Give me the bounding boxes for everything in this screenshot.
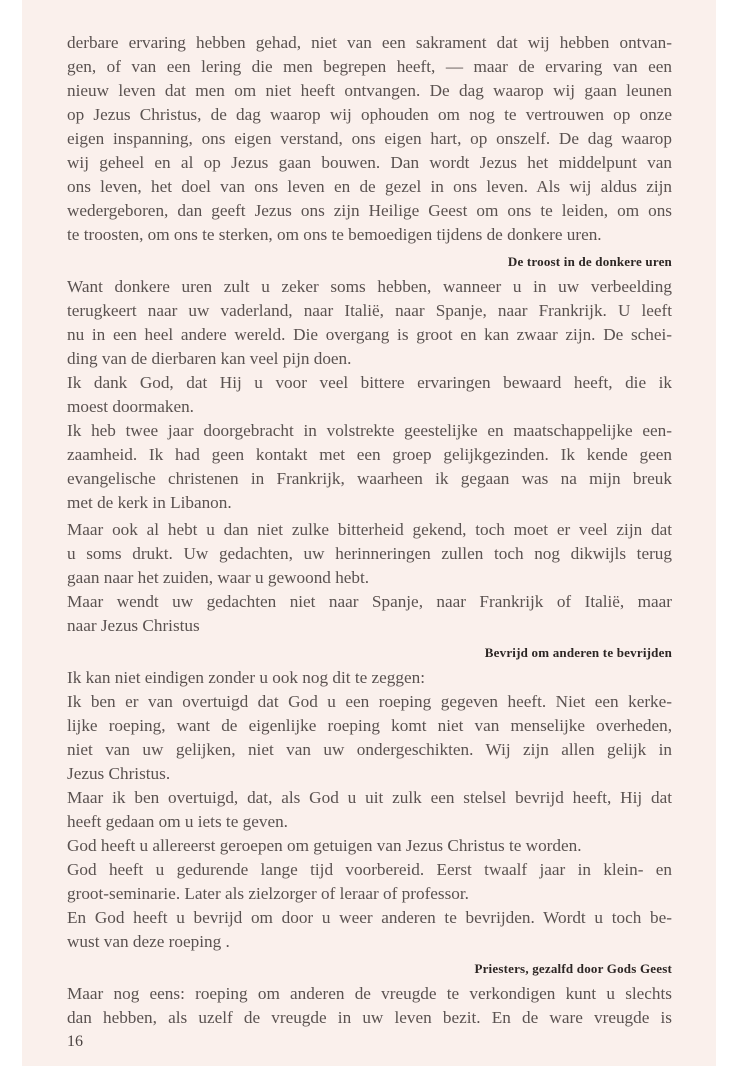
text-line: wij geheel en al op Jezus gaan bouwen. Dan wordt Jezus het middelpunt van bbox=[67, 153, 672, 172]
text-line: op Jezus Christus, de dag waarop wij ophouden om nog te vertrouwen op onze bbox=[67, 105, 672, 124]
text-line: God heeft u gedurende lange tijd voorbereid. Eerst twaalf jaar in klein- en bbox=[67, 860, 672, 879]
text-line: Want donkere uren zult u zeker soms hebben, wanneer u in uw verbeelding bbox=[67, 277, 672, 296]
paragraph bbox=[67, 275, 672, 371]
paragraph bbox=[67, 371, 672, 419]
book-page bbox=[22, 0, 716, 1066]
text-line: zaamheid. Ik had geen kontakt met een groep gelijkgezinden. Ik kende geen bbox=[67, 445, 672, 464]
text-line: groot-seminarie. Later als zielzorger of leraar of professor. bbox=[67, 884, 469, 903]
text-line: met de kerk in Libanon. bbox=[67, 493, 232, 512]
text-line: dan hebben, als uzelf de vreugde in uw leven bezit. En de ware vreugde is bbox=[67, 1008, 672, 1027]
paragraph bbox=[67, 31, 672, 247]
text-line: ons leven, het doel van ons leven en de gezel in ons leven. Als wij aldus zijn bbox=[67, 177, 672, 196]
section-heading: De troost in de donkere uren bbox=[507, 254, 672, 269]
text-line: niet van uw gelijken, niet van uw ondergeschikten. Wij zijn allen gelijk in bbox=[67, 740, 672, 759]
page-text bbox=[67, 31, 672, 1054]
page-number: 16 bbox=[67, 1033, 83, 1050]
text-line: Ik heb twee jaar doorgebracht in volstrekte geestelijke en maatschappelijke een- bbox=[67, 421, 672, 440]
paragraph bbox=[67, 690, 672, 786]
text-line: moest doormaken. bbox=[67, 397, 194, 416]
text-line: Ik ben er van overtuigd dat God u een roeping gegeven heeft. Niet een kerke- bbox=[67, 692, 672, 711]
paragraph bbox=[67, 786, 672, 834]
text-line: nieuw leven dat men om niet heeft ontvangen. De dag waarop wij gaan leunen bbox=[67, 81, 672, 100]
text-line: Ik dank God, dat Hij u voor veel bittere ervaringen bewaard heeft, die ik bbox=[67, 373, 672, 392]
text-line: evangelische christenen in Frankrijk, waarheen ik gegaan was na mijn breuk bbox=[67, 469, 672, 488]
text-line: wust van deze roeping . bbox=[67, 932, 230, 951]
text-line: naar Jezus Christus bbox=[67, 616, 200, 635]
text-line: gen, of van een lering die men begrepen heeft, — maar de ervaring van een bbox=[67, 57, 672, 76]
text-line: heeft gedaan om u iets te geven. bbox=[67, 812, 288, 831]
text-line: lijke roeping, want de eigenlijke roeping komt niet van menselijke overheden, bbox=[67, 716, 672, 735]
paragraph bbox=[67, 858, 672, 906]
text-line: Maar nog eens: roeping om anderen de vreugde te verkondigen kunt u slechts bbox=[67, 984, 672, 1003]
paragraph bbox=[67, 906, 672, 954]
text-line: u soms drukt. Uw gedachten, uw herinneringen zullen toch nog dikwijls terug bbox=[67, 544, 672, 563]
paragraph bbox=[67, 518, 672, 590]
text-line: Jezus Christus. bbox=[67, 764, 171, 783]
text-line: Maar ik ben overtuigd, dat, als God u uit zulk een stelsel bevrijd heeft, Hij dat bbox=[67, 788, 672, 807]
text-line: te troosten, om ons te sterken, om ons te bemoedigen tijdens de donkere uren. bbox=[67, 225, 602, 244]
text-line: Maar ook al hebt u dan niet zulke bitterheid gekend, toch moet er veel zijn dat bbox=[67, 520, 672, 539]
text-line: gaan naar het zuiden, waar u gewoond hebt. bbox=[67, 568, 370, 587]
section-heading: Bevrijd om anderen te bevrijden bbox=[484, 645, 672, 660]
text-line: nu in een heel andere wereld. Die overgang is groot en kan zwaar zijn. De schei- bbox=[67, 325, 672, 344]
paragraph bbox=[67, 834, 672, 858]
text-line: Ik kan niet eindigen zonder u ook nog dit te zeggen: bbox=[67, 668, 425, 687]
text-line: eigen inspanning, ons eigen verstand, ons eigen hart, op onszelf. De dag waarop bbox=[67, 129, 672, 148]
text-line: ding van de dierbaren kan veel pijn doen. bbox=[67, 349, 352, 368]
text-line: En God heeft u bevrijd om door u weer anderen te bevrijden. Wordt u toch be- bbox=[67, 908, 672, 927]
text-line: God heeft u allereerst geroepen om getuigen van Jezus Christus te worden. bbox=[67, 836, 582, 855]
paragraph bbox=[67, 982, 672, 1030]
section-heading: Priesters, gezalfd door Gods Geest bbox=[474, 961, 672, 976]
paragraph bbox=[67, 666, 672, 690]
paragraph bbox=[67, 590, 672, 638]
paragraph bbox=[67, 419, 672, 515]
text-line: wedergeboren, dan geeft Jezus ons zijn Heilige Geest om ons te leiden, om ons bbox=[67, 201, 672, 220]
text-line: terugkeert naar uw vaderland, naar Italië, naar Spanje, naar Frankrijk. U leeft bbox=[67, 301, 672, 320]
text-line: Maar wendt uw gedachten niet naar Spanje, naar Frankrijk of Italië, maar bbox=[67, 592, 672, 611]
text-line: derbare ervaring hebben gehad, niet van een sakrament dat wij hebben ontvan- bbox=[67, 33, 672, 52]
